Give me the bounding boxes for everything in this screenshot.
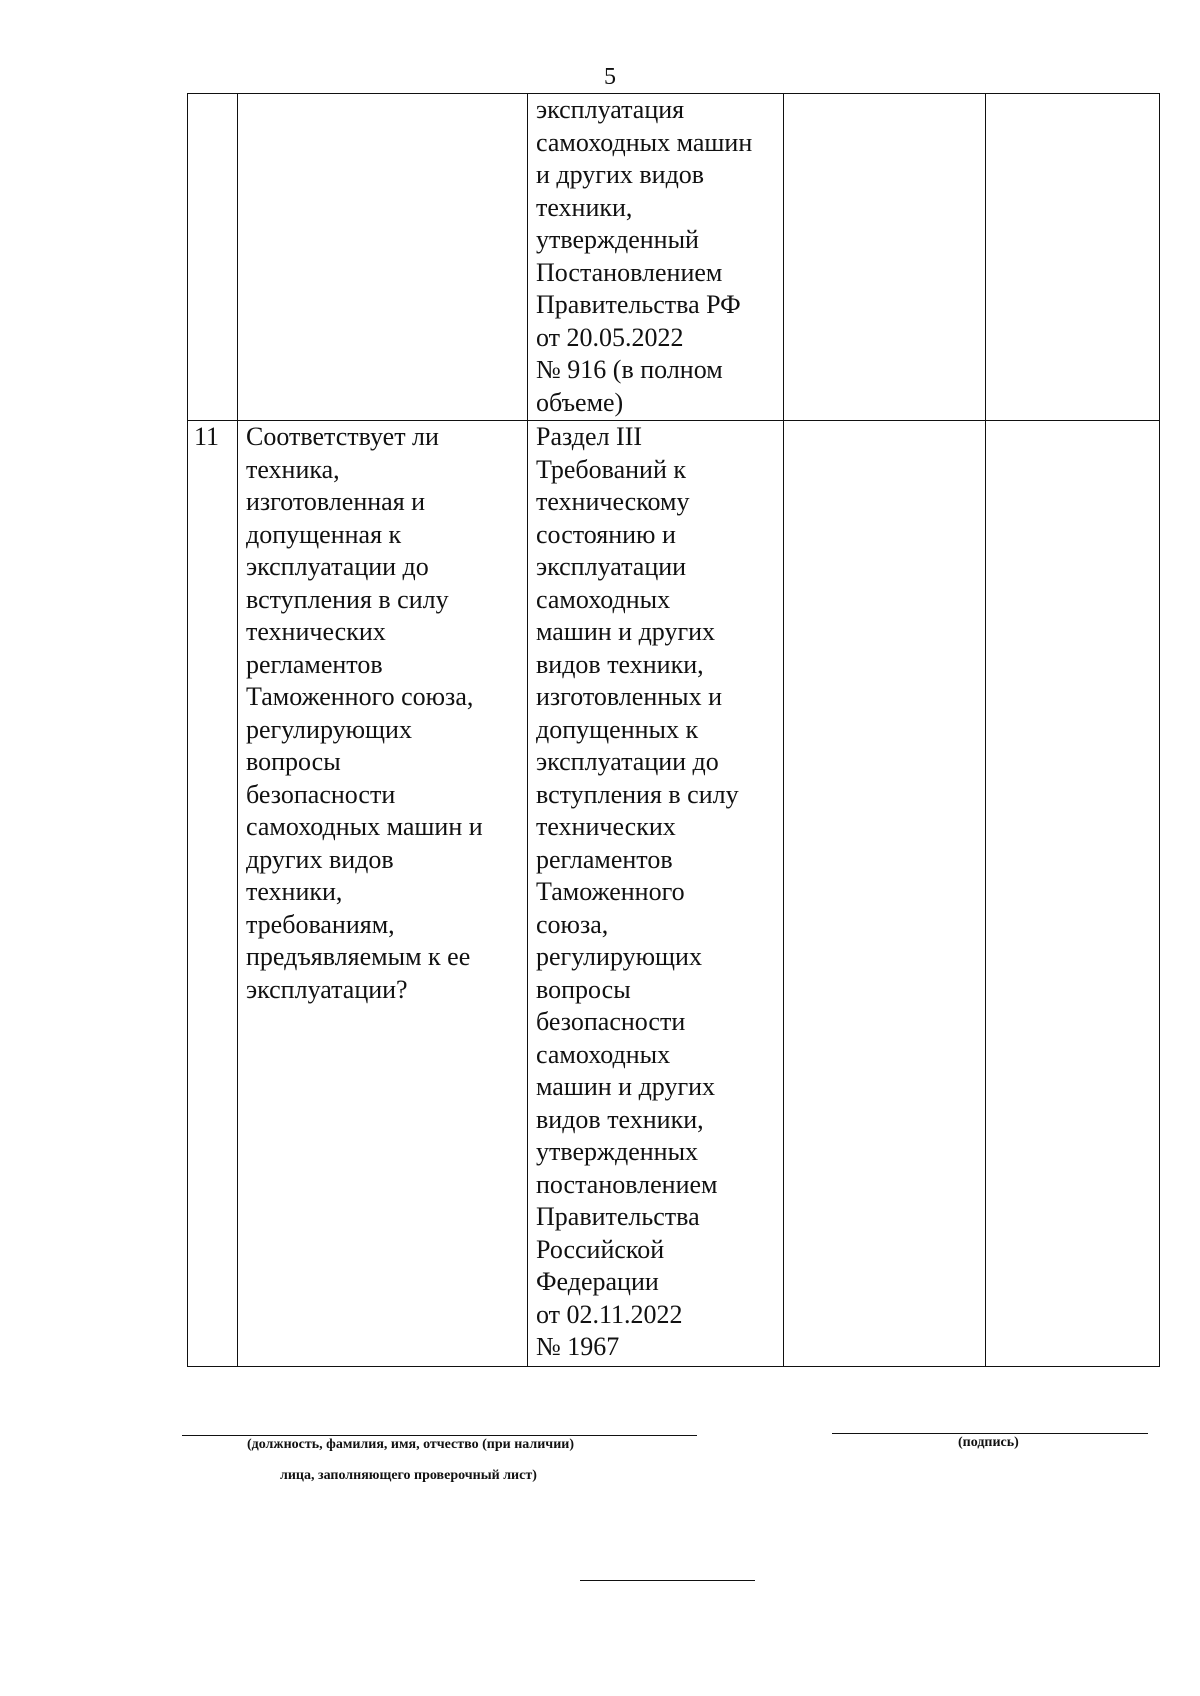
signature-caption: (подпись) bbox=[958, 1435, 1019, 1450]
table-row bbox=[188, 421, 1160, 1367]
row-number-cell bbox=[188, 94, 238, 421]
name-caption-line2: лица, заполняющего проверочный лист) bbox=[280, 1468, 537, 1483]
requirement-cell bbox=[528, 421, 784, 1367]
row-number-cell bbox=[188, 421, 238, 1367]
note-cell bbox=[986, 421, 1160, 1367]
signature-line bbox=[832, 1433, 1148, 1434]
table-row bbox=[188, 94, 1160, 421]
question-text: Соответствует ли техника, изготовленная и допущенная к эксплуатации до вступления в силу технических регламентов Таможенного союза, регулирующих вопросы безопасности самоходных машин и других видов техники, требованиям, предъявляемым к ее эксплуатации? bbox=[246, 422, 483, 1004]
requirement-text: Раздел III Требований к техническому состоянию и эксплуатации самоходных машин и других видов техники, изготовленных и допущенных к эксплуатации до вступления в силу технических регламентов Таможенного союза, регулирующих вопросы безопасности самоходных машин и других видов техники, утвержденных постановлением Правительства Российской Федерации от 02.11.2022 № 1967 bbox=[536, 422, 739, 1361]
footer-rule bbox=[580, 1580, 755, 1581]
answer-cell bbox=[784, 94, 986, 421]
answer-cell bbox=[784, 421, 986, 1367]
page-number: 5 bbox=[604, 64, 616, 90]
question-cell bbox=[238, 94, 528, 421]
requirement-cell bbox=[528, 94, 784, 421]
name-caption-line1: (должность, фамилия, имя, отчество (при наличии) bbox=[247, 1437, 574, 1452]
name-signature-line bbox=[182, 1435, 697, 1436]
question-cell bbox=[238, 421, 528, 1367]
requirement-text: эксплуатация самоходных машин и других видов техники, утвержденный Постановлением Правительства РФ от 20.05.2022 № 916 (в полном объеме) bbox=[536, 95, 753, 417]
row-number: 11 bbox=[194, 422, 220, 451]
note-cell bbox=[986, 94, 1160, 421]
checklist-table bbox=[187, 93, 1160, 1367]
